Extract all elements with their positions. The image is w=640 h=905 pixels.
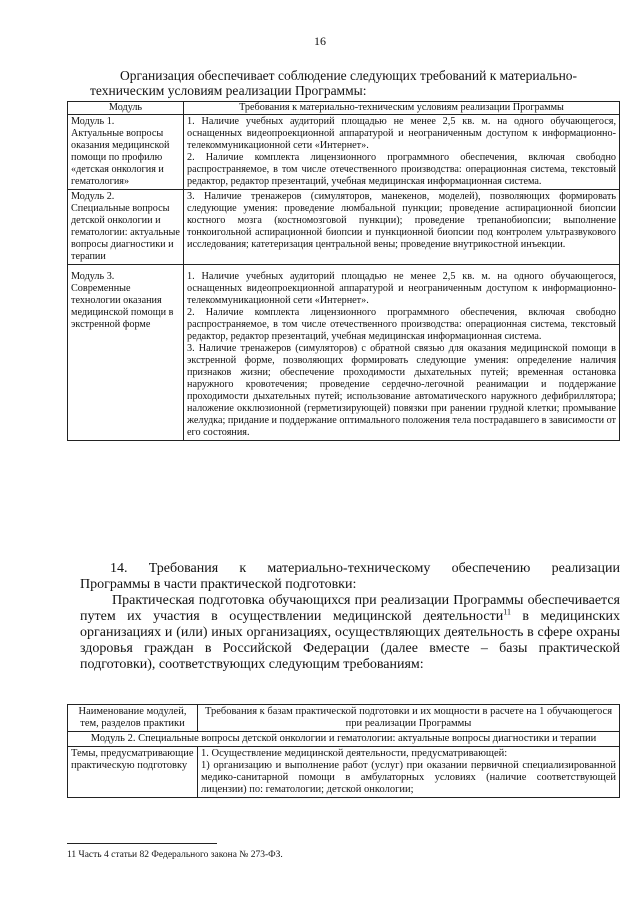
column-header-bases: Требования к базам практической подготовки и их мощности в расчете на 1 обучающегося при реализации Программы — [198, 705, 620, 732]
practical-bases-table — [67, 704, 620, 798]
table-header-row — [68, 705, 620, 732]
requirement-item: 2. Наличие комплекта лицензионного программного обеспечения, включая свободно распространяемое, в том числе отечественного производства: операционная система, текстовый редактор, редактор презентаций, учебная медицинская информационная система. — [187, 307, 616, 342]
requirement-item: 3. Наличие тренажеров (симуляторов) с обратной связью для оказания медицинской помощи в экстренной форме, позволяющих формировать следующие умения: определение наличия признаков жизни; обеспечение проходимости дыхательных путей; временная остановка наружного кровотечения; проведение сердечно-легочной реанимации и поддержание проходимости дыхательных путей; использование автоматического наружного дефибриллятора; наложение окклюзионной (герметизирующей) повязки при ранении грудной клетки; промывание желудка; придание и поддержание оптимального положения тела пострадавшего в зависимости от его состояния. — [187, 343, 616, 438]
material-requirements-table — [67, 101, 620, 441]
module-cell: Модуль 3. Современные технологии оказания медицинской помощи в экстренной форме — [68, 265, 184, 441]
module-span-row — [68, 732, 620, 747]
column-header-module: Модуль — [68, 102, 184, 115]
table-row — [68, 190, 620, 265]
footnote-ref: 11 — [503, 607, 511, 617]
paragraph-text: Практическая подготовка обучающихся при реализации Программы обеспечивается путем их участия в осуществлении медицинской деятельности — [80, 593, 620, 624]
table-row — [68, 747, 620, 798]
table-row — [68, 115, 620, 190]
section-14-paragraph — [80, 593, 620, 673]
requirement-item: 1. Наличие учебных аудиторий площадью не менее 2,5 кв. м. на одного обучающегося, оснащенных видеопроекционной аппаратурой и неограниченным доступом к информационно-телекоммуникационной сети «Интернет». — [187, 271, 616, 306]
requirement-item: 3. Наличие тренажеров (симуляторов, манекенов, моделей), позволяющих формировать следующие умения: проведение люмбальной пункции; проведение аспирационной биопсии костного мозга (костномозговой пункции); проведение трепанобиопсии; выполнение тонкоигольной аспирационной биопсии и пункционной биопсии под контролем ультразвукового исследования; катетеризация центральной вены; проведение внутрикостной инъекции. — [187, 191, 616, 250]
module-cell: Модуль 1. Актуальные вопросы оказания медицинской помощи по профилю «детская онкология и гематология» — [68, 115, 184, 190]
section-14-heading-cont: Программы в части практической подготовки: — [80, 577, 357, 592]
requirements-cell — [184, 190, 620, 265]
intro-line-1: Организация обеспечивает соблюдение следующих требований к материально- — [120, 68, 578, 83]
section-14 — [80, 561, 620, 673]
intro-line-2: техническим условиям реализации Программы: — [90, 83, 367, 98]
requirements-cell — [184, 115, 620, 190]
footnote-divider — [67, 843, 217, 844]
table-header-row — [68, 102, 620, 115]
module-title: Модуль 2. Специальные вопросы детской онкологии и гематологии: актуальные вопросы диагностики и терапии — [68, 732, 620, 747]
module-cell: Модуль 2. Специальные вопросы детской онкологии и гематологии: актуальные вопросы диагностики и терапии — [68, 190, 184, 265]
requirement-item: 1. Осуществление медицинской деятельности, предусматривающей: — [201, 748, 508, 759]
paragraph-text-cont: в медицинских организациях и (или) иных организациях, осуществляющих деятельность в сфере охраны здоровья граждан в Российской Федерации (далее вместе – базы практической подготовки), соответствующих следующим требованиям: — [80, 609, 620, 672]
footnote: 11 Часть 4 статьи 82 Федерального закона № 273-ФЗ. — [67, 850, 283, 860]
intro-paragraph — [90, 68, 620, 98]
table-row — [68, 265, 620, 441]
topic-cell: Темы, предусматривающие практическую подготовку — [68, 747, 198, 798]
requirements-cell — [184, 265, 620, 441]
requirement-item: 2. Наличие комплекта лицензионного программного обеспечения, включая свободно распространяемое, в том числе отечественного производства: операционная система, текстовый редактор, редактор презентаций, учебная медицинская информационная система. — [187, 152, 616, 187]
requirement-item: 1) организацию и выполнение работ (услуг) при оказании первичной специализированной медико-санитарной помощи в амбулаторных условиях (наличие соответствующей лицензии) по: гематологии; детской онкологии; — [201, 760, 616, 795]
section-14-heading: 14. Требования к материально-техническому обеспечению реализации — [110, 561, 620, 576]
requirement-item: 1. Наличие учебных аудиторий площадью не менее 2,5 кв. м. на одного обучающегося, оснащенных видеопроекционной аппаратурой и неограниченным доступом к информационно-телекоммуникационной сети «Интернет». — [187, 116, 616, 151]
column-header-modules: Наименование модулей, тем, разделов практики — [68, 705, 198, 732]
requirements-cell — [198, 747, 620, 798]
page-number: 16 — [314, 34, 326, 48]
column-header-requirements: Требования к материально-техническим условиям реализации Программы — [184, 102, 620, 115]
